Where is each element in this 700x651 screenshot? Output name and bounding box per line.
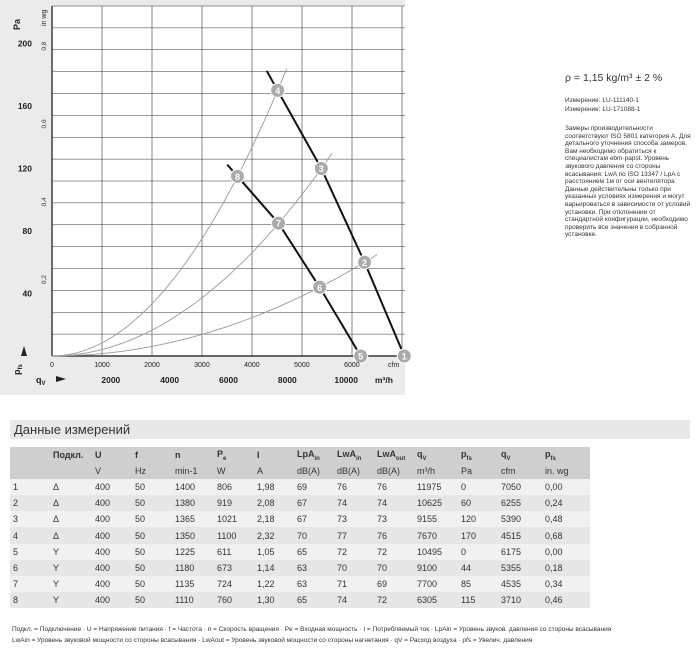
table-cell: 400 <box>92 544 132 560</box>
header-symbol: q <box>417 448 423 459</box>
header-symbol: LpA <box>297 448 315 459</box>
header-symbol: LwA <box>377 448 396 459</box>
y-tick-label-pa: 120 <box>17 163 32 174</box>
table-cell: 673 <box>214 560 254 576</box>
table-header-cell <box>542 447 590 463</box>
table-row <box>10 592 590 608</box>
x-unit-cfm: cfm <box>388 362 400 369</box>
operating-point-8 <box>230 169 244 183</box>
table-unit-cell: Hz <box>132 463 172 479</box>
table-cell: 63 <box>294 560 334 576</box>
table-cell: 400 <box>92 511 132 527</box>
table-cell: 11975 <box>414 479 458 495</box>
table-cell: 1350 <box>172 527 214 543</box>
table-row <box>10 544 590 560</box>
table-cell: 65 <box>294 592 334 608</box>
header-subscript: e <box>223 455 227 462</box>
operating-point-label: 5 <box>358 351 364 362</box>
table-cell: 74 <box>334 592 374 608</box>
table-cell: 1,22 <box>254 576 294 592</box>
x-tick-label-m3h: 2000 <box>101 375 121 385</box>
header-symbol: q <box>501 448 507 459</box>
header-subscript: fs <box>550 455 556 462</box>
table-cell: 4 <box>10 527 50 543</box>
table-cell: 60 <box>458 495 498 511</box>
table-cell: 1,14 <box>254 560 294 576</box>
table-header-cell <box>458 447 498 463</box>
operating-point-label: 8 <box>234 171 240 182</box>
header-symbol: n <box>175 450 181 461</box>
table-cell: 77 <box>334 527 374 543</box>
table-body <box>10 447 590 608</box>
y-unit-pa: Pa <box>12 18 22 30</box>
x-tick-label-m3h: 10000 <box>334 375 358 385</box>
table-cell: 10625 <box>414 495 458 511</box>
table-unit-cell: in. wg <box>542 463 590 479</box>
footer-legend-2: LwAin = Уровень звуковой мощности со стороны всасывания · LwAout = Уровень звуковой мощности со стороны нагнетания · qV = Расход воздуха · pfs = Увелич. давления <box>12 637 533 644</box>
table-unit-cell <box>10 463 50 479</box>
table-cell: 120 <box>458 511 498 527</box>
table-cell: 1110 <box>172 592 214 608</box>
table-cell: 6175 <box>498 544 542 560</box>
table-cell: 5390 <box>498 511 542 527</box>
y-unit-inwg: in wg <box>41 9 48 26</box>
table-unit-cell: W <box>214 463 254 479</box>
header-symbol: U <box>95 450 102 461</box>
table-unit-cell: dB(A) <box>294 463 334 479</box>
table-header-row <box>10 447 590 463</box>
table-unit-cell: min-1 <box>172 463 214 479</box>
table-cell: 0,24 <box>542 495 590 511</box>
table-cell: 73 <box>374 511 414 527</box>
table-cell: 72 <box>374 544 414 560</box>
table-cell: 400 <box>92 576 132 592</box>
y-tick-label-pa: 40 <box>22 288 32 299</box>
measurement-id-1: Измерение: LU-111140-1 <box>565 97 639 104</box>
measurement-notes: Замеры производительности соответствуют ISO 5801 категория A. Для детального уточнения способа замеров, Вам необходимо обратиться к специалистам ebm-papst. Уровень звукового давления со стороны всасывания: LwA по ISO 13347 / LpA с расстоянием 1м от оси вентилятора Данные действительны только при указанных условиях измерения и могут варьироваться в зависимости от условий установки. При отклонении от стандартной конфигурации, необходимо проверить все значения в собранной установке. <box>565 125 691 239</box>
table-header-cell <box>172 447 214 463</box>
table-row <box>10 576 590 592</box>
table-cell: 0,34 <box>542 576 590 592</box>
table-cell: Δ <box>50 527 92 543</box>
table-units-row <box>10 463 590 479</box>
table-header-cell <box>254 447 294 463</box>
table-cell: 7 <box>10 576 50 592</box>
table-cell: 7670 <box>414 527 458 543</box>
table-cell: 69 <box>294 479 334 495</box>
section-header <box>10 420 690 439</box>
header-subscript: out <box>396 455 406 462</box>
table-cell: Δ <box>50 495 92 511</box>
table-cell: Y <box>50 576 92 592</box>
header-subscript: V <box>422 455 427 462</box>
x-tick-label-m3h: 4000 <box>160 375 180 385</box>
table-cell: 50 <box>132 592 172 608</box>
table-cell: 919 <box>214 495 254 511</box>
table-cell: 400 <box>92 527 132 543</box>
operating-point-label: 1 <box>401 351 407 362</box>
table-header-cell <box>132 447 172 463</box>
table-cell: 8 <box>10 592 50 608</box>
table-row <box>10 560 590 576</box>
table-cell: 6305 <box>414 592 458 608</box>
table-cell: 6 <box>10 560 50 576</box>
table-cell: 0,00 <box>542 479 590 495</box>
table-cell: 1100 <box>214 527 254 543</box>
table-cell: 1400 <box>172 479 214 495</box>
table-unit-cell: m³/h <box>414 463 458 479</box>
header-subscript: in <box>356 455 362 462</box>
operating-point-1 <box>397 349 411 363</box>
table-cell: 0,00 <box>542 544 590 560</box>
table-header-cell <box>214 447 254 463</box>
table-cell: 71 <box>334 576 374 592</box>
table-cell: 72 <box>334 544 374 560</box>
table-cell: 1180 <box>172 560 214 576</box>
header-symbol: p <box>461 448 467 459</box>
operating-point-label: 7 <box>276 218 282 229</box>
measurement-id-2: Измерение: LU-171088-1 <box>565 106 641 113</box>
table-cell: 70 <box>334 560 374 576</box>
table-cell: 70 <box>294 527 334 543</box>
table-cell: 1365 <box>172 511 214 527</box>
table-cell: 400 <box>92 592 132 608</box>
table-cell: Y <box>50 592 92 608</box>
x-tick-label-m3h: 6000 <box>219 375 238 385</box>
table-cell: 7700 <box>414 576 458 592</box>
y-tick-label-inwg: 0,8 <box>41 41 48 51</box>
table-cell: 50 <box>132 576 172 592</box>
table-cell: 74 <box>334 495 374 511</box>
table-cell: 0,48 <box>542 511 590 527</box>
header-symbol: f <box>135 450 138 461</box>
table-cell: 50 <box>132 479 172 495</box>
table-row <box>10 511 590 527</box>
table-cell: 10495 <box>414 544 458 560</box>
measurement-table <box>10 447 590 608</box>
table-cell: 400 <box>92 495 132 511</box>
operating-point-4 <box>271 83 285 97</box>
header-symbol: Подкл. <box>53 450 84 461</box>
table-cell: Y <box>50 560 92 576</box>
table-unit-cell: Pa <box>458 463 498 479</box>
table-cell: 2,18 <box>254 511 294 527</box>
table-cell: 72 <box>374 592 414 608</box>
table-cell: 4535 <box>498 576 542 592</box>
table-cell: 7050 <box>498 479 542 495</box>
table-cell: 0,68 <box>542 527 590 543</box>
table-cell: 50 <box>132 495 172 511</box>
table-cell: 69 <box>374 576 414 592</box>
table-unit-cell: dB(A) <box>334 463 374 479</box>
table-cell: 9100 <box>414 560 458 576</box>
operating-point-label: 6 <box>317 282 323 293</box>
header-symbol: I <box>257 450 260 461</box>
table-cell: 3 <box>10 511 50 527</box>
operating-point-label: 2 <box>362 257 368 268</box>
operating-point-3 <box>314 162 328 176</box>
table-cell: 1380 <box>172 495 214 511</box>
table-cell: 806 <box>214 479 254 495</box>
table-cell: 74 <box>374 495 414 511</box>
operating-point-label: 3 <box>318 164 324 174</box>
table-cell: Δ <box>50 479 92 495</box>
operating-point-7 <box>272 216 286 230</box>
table-cell: 611 <box>214 544 254 560</box>
table-unit-cell: cfm <box>498 463 542 479</box>
table-cell: 1135 <box>172 576 214 592</box>
table-cell: 760 <box>214 592 254 608</box>
x-tick-label-cfm: 2000 <box>144 362 160 369</box>
table-cell: 76 <box>374 527 414 543</box>
table-row <box>10 527 590 543</box>
table-cell: 9155 <box>414 511 458 527</box>
table-unit-cell: V <box>92 463 132 479</box>
table-cell: 400 <box>92 560 132 576</box>
table-cell: 2,32 <box>254 527 294 543</box>
operating-point-6 <box>313 280 327 294</box>
operating-point-label: 4 <box>275 85 281 96</box>
table-cell: 1,98 <box>254 479 294 495</box>
y-axis-symbol: $p_{fs}$ <box>12 364 24 375</box>
table-cell: 76 <box>334 479 374 495</box>
table-cell: 3710 <box>498 592 542 608</box>
table-cell: Δ <box>50 511 92 527</box>
table-cell: 400 <box>92 479 132 495</box>
table-cell: 1,05 <box>254 544 294 560</box>
table-cell: 50 <box>132 560 172 576</box>
table-header-cell <box>10 447 50 463</box>
table-cell: 1021 <box>214 511 254 527</box>
y-tick-label-pa: 80 <box>22 226 32 236</box>
table-cell: 0 <box>458 479 498 495</box>
x-unit-m3h: m³/h <box>375 375 393 385</box>
y-tick-label-inwg: 0,4 <box>41 197 48 207</box>
header-subscript: V <box>506 455 511 462</box>
table-cell: 76 <box>374 479 414 495</box>
table-cell: 1 <box>10 479 50 495</box>
x-tick-label-cfm: 4000 <box>244 362 260 369</box>
x-tick-label-cfm: 1000 <box>94 362 110 369</box>
y-tick-label-pa: 200 <box>17 38 32 49</box>
table-cell: 85 <box>458 576 498 592</box>
y-tick-label-inwg: 0,2 <box>41 275 48 285</box>
header-subscript: fs <box>466 455 472 462</box>
table-cell: 2,08 <box>254 495 294 511</box>
table-cell: Y <box>50 544 92 560</box>
table-header-cell <box>414 447 458 463</box>
x-tick-label-m3h: 8000 <box>277 375 297 385</box>
table-header-cell <box>374 447 414 463</box>
table-cell: 115 <box>458 592 498 608</box>
header-symbol: P <box>217 448 224 459</box>
table-cell: 70 <box>374 560 414 576</box>
x-tick-label-cfm: 5000 <box>294 362 310 369</box>
table-cell: 73 <box>334 511 374 527</box>
header-symbol: p <box>545 448 551 459</box>
table-cell: 67 <box>294 495 334 511</box>
table-row <box>10 479 590 495</box>
table-cell: 5 <box>10 544 50 560</box>
table-unit-cell: dB(A) <box>374 463 414 479</box>
table-cell: 4515 <box>498 527 542 543</box>
table-header-cell <box>294 447 334 463</box>
table-unit-cell <box>50 463 92 479</box>
table-cell: 63 <box>294 576 334 592</box>
table-cell: 50 <box>132 511 172 527</box>
table-cell: 50 <box>132 544 172 560</box>
operating-point-2 <box>358 255 372 269</box>
table-cell: 6255 <box>498 495 542 511</box>
y-tick-label-pa: 160 <box>17 101 32 111</box>
table-cell: 5355 <box>498 560 542 576</box>
table-cell: 50 <box>132 527 172 543</box>
air-density: ρ = 1,15 kg/m³ ± 2 % <box>565 72 663 84</box>
y-tick-label-inwg: 0,6 <box>41 119 48 129</box>
table-cell: 65 <box>294 544 334 560</box>
table-cell: 170 <box>458 527 498 543</box>
table-cell: 1225 <box>172 544 214 560</box>
section-title: Данные измерений <box>14 422 131 437</box>
table-header-cell <box>498 447 542 463</box>
table-header-cell <box>334 447 374 463</box>
table-cell: 0,46 <box>542 592 590 608</box>
header-subscript: in <box>314 455 320 462</box>
header-symbol: LwA <box>337 448 356 459</box>
table-cell: 1,30 <box>254 592 294 608</box>
table-cell: 67 <box>294 511 334 527</box>
x-axis-symbol: $q_V$ <box>36 375 46 387</box>
operating-point-5 <box>354 349 368 363</box>
table-cell: 0 <box>458 544 498 560</box>
x-tick-label-cfm: 0 <box>50 362 54 369</box>
table-header-cell <box>92 447 132 463</box>
footer-legend-1: Подкл. = Подключение · U = Напряжение питания · f = Частота · n = Скорость вращения · Pe = Входная мощность · I = Потребляемый ток · LpAin = Уровень звуков. давления со стороны всасывания <box>12 626 612 633</box>
table-header-cell <box>50 447 92 463</box>
table-cell: 44 <box>458 560 498 576</box>
x-tick-label-cfm: 6000 <box>344 362 360 369</box>
table-cell: 0,18 <box>542 560 590 576</box>
table-unit-cell: A <box>254 463 294 479</box>
table-cell: 2 <box>10 495 50 511</box>
x-tick-label-cfm: 3000 <box>194 362 210 369</box>
table-row <box>10 495 590 511</box>
table-cell: 724 <box>214 576 254 592</box>
